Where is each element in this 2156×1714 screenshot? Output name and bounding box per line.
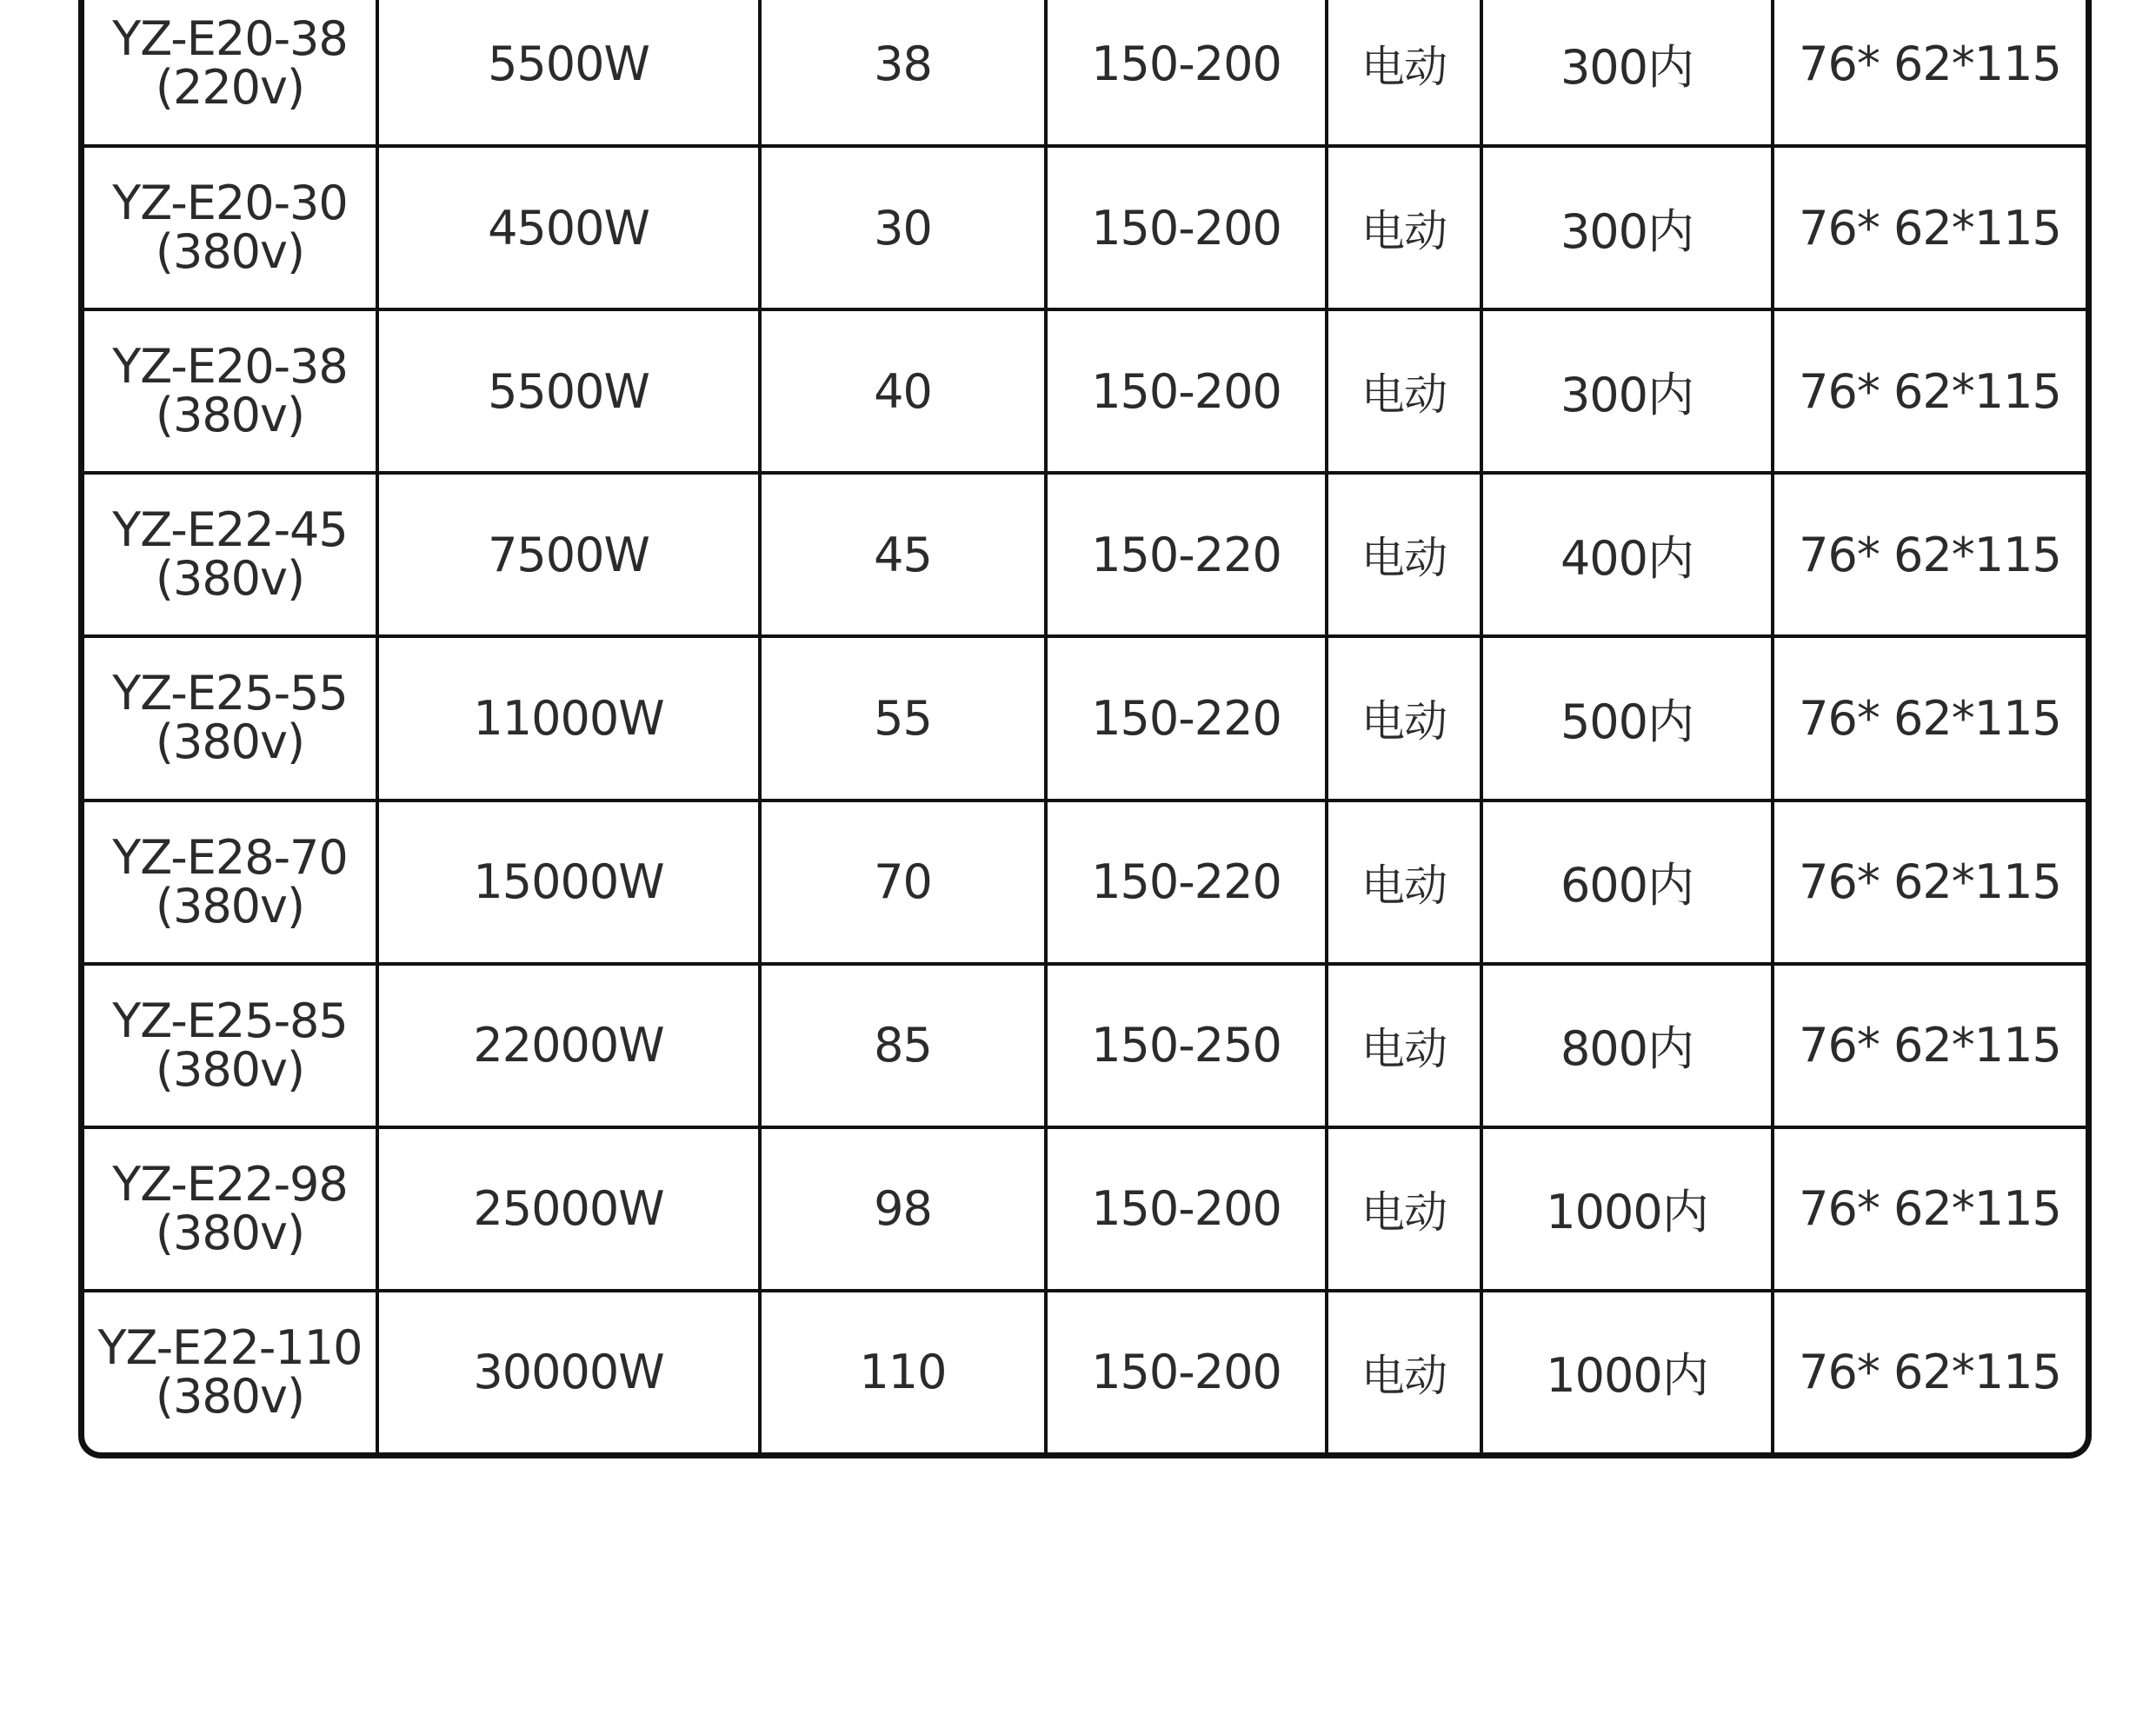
cell-mode: 电动 xyxy=(1327,801,1481,964)
cell-power: 5500W xyxy=(377,309,760,473)
table-row xyxy=(84,636,2086,800)
cell-power: 30000W xyxy=(377,1291,760,1452)
cell-mode: 电动 xyxy=(1327,0,1481,146)
cell-range: 150-200 xyxy=(1046,1127,1327,1291)
cell-dimensions: 76* 62*115 xyxy=(1773,473,2086,636)
cell-power: 5500W xyxy=(377,0,760,146)
model-voltage: (380v) xyxy=(155,1205,305,1260)
cell-power: 11000W xyxy=(377,636,760,800)
cell-value: 45 xyxy=(760,473,1046,636)
cell-capacity: 1000内 xyxy=(1481,1127,1773,1291)
cell-model xyxy=(84,1291,377,1452)
cell-power: 25000W xyxy=(377,1127,760,1291)
table-row xyxy=(84,801,2086,964)
cell-value: 85 xyxy=(760,964,1046,1127)
cell-mode: 电动 xyxy=(1327,309,1481,473)
cell-range: 150-200 xyxy=(1046,0,1327,146)
spec-table xyxy=(84,0,2086,1452)
cell-mode: 电动 xyxy=(1327,146,1481,309)
cell-capacity: 300内 xyxy=(1481,309,1773,473)
model-name: YZ-E22-110 xyxy=(97,1319,363,1375)
cell-dimensions: 76* 62*115 xyxy=(1799,1345,2061,1400)
cell-capacity: 400内 xyxy=(1481,473,1773,636)
cell-value: 38 xyxy=(760,0,1046,146)
cell-dimensions: 76* 62*115 xyxy=(1773,146,2086,309)
cell-model xyxy=(84,636,377,800)
spec-table-frame xyxy=(78,0,2092,1458)
cell-value: 30 xyxy=(760,146,1046,309)
model-voltage: (380v) xyxy=(155,224,305,280)
model-name: YZ-E25-55 xyxy=(112,666,348,721)
cell-model xyxy=(84,309,377,473)
table-row xyxy=(84,146,2086,309)
model-voltage: (380v) xyxy=(155,714,305,770)
cell-capacity: 300内 xyxy=(1481,0,1773,146)
model-voltage: (380v) xyxy=(155,1368,305,1424)
cell-mode: 电动 xyxy=(1327,473,1481,636)
table-row xyxy=(84,473,2086,636)
cell-model xyxy=(84,964,377,1127)
cell-value: 70 xyxy=(760,801,1046,964)
cell-capacity: 800内 xyxy=(1481,964,1773,1127)
model-name: YZ-E20-38 xyxy=(112,339,348,395)
cell-capacity: 500内 xyxy=(1481,636,1773,800)
cell-range: 150-200 xyxy=(1046,146,1327,309)
model-name: YZ-E25-85 xyxy=(112,993,348,1048)
model-name: YZ-E28-70 xyxy=(112,829,348,885)
cell-dimensions: 76* 62*115 xyxy=(1773,636,2086,800)
cell-value: 55 xyxy=(760,636,1046,800)
cell-mode: 电动 xyxy=(1327,964,1481,1127)
cell-dimensions: 76* 62*115 xyxy=(1773,801,2086,964)
spec-table-body xyxy=(84,0,2086,1452)
cell-capacity: 300内 xyxy=(1481,146,1773,309)
table-row xyxy=(84,309,2086,473)
cell-dimensions: 76* 62*115 xyxy=(1773,964,2086,1127)
cell-range: 150-220 xyxy=(1046,473,1327,636)
cell-power: 4500W xyxy=(377,146,760,309)
model-voltage: (380v) xyxy=(155,551,305,607)
cell-power: 15000W xyxy=(377,801,760,964)
table-row xyxy=(84,964,2086,1127)
cell-dimensions: 76* 62*115 xyxy=(1773,0,2086,146)
cell-range: 150-200 xyxy=(1046,1291,1327,1452)
cell-model xyxy=(84,0,377,146)
model-voltage: (220v) xyxy=(155,60,305,116)
table-row xyxy=(84,0,2086,146)
cell-model xyxy=(84,801,377,964)
cell-dimensions: 76* 62*115 xyxy=(1773,1127,2086,1291)
cell-mode: 电动 xyxy=(1327,1127,1481,1291)
cell-value: 98 xyxy=(760,1127,1046,1291)
cell-dimensions: 76* 62*115 xyxy=(1773,309,2086,473)
cell-capacity: 1000内 xyxy=(1481,1291,1773,1452)
cell-mode: 电动 xyxy=(1327,1291,1481,1452)
cell-value: 110 xyxy=(760,1291,1046,1452)
model-name: YZ-E20-38 xyxy=(112,11,348,67)
cell-model xyxy=(84,146,377,309)
table-row xyxy=(84,1291,2086,1452)
model-voltage: (380v) xyxy=(155,388,305,443)
cell-model xyxy=(84,1127,377,1291)
model-voltage: (380v) xyxy=(155,878,305,933)
model-voltage: (380v) xyxy=(155,1041,305,1097)
cell-value: 40 xyxy=(760,309,1046,473)
cell-power: 22000W xyxy=(377,964,760,1127)
model-name: YZ-E20-30 xyxy=(112,176,348,231)
cell-model xyxy=(84,473,377,636)
cell-power: 7500W xyxy=(377,473,760,636)
cell-range: 150-220 xyxy=(1046,636,1327,800)
cell-capacity: 600内 xyxy=(1481,801,1773,964)
model-name: YZ-E22-98 xyxy=(112,1156,348,1212)
cell-range: 150-220 xyxy=(1046,801,1327,964)
model-name: YZ-E22-45 xyxy=(112,502,348,558)
table-row xyxy=(84,1127,2086,1291)
cell-range: 150-200 xyxy=(1046,309,1327,473)
cell-mode: 电动 xyxy=(1327,636,1481,800)
cell-range: 150-250 xyxy=(1046,964,1327,1127)
